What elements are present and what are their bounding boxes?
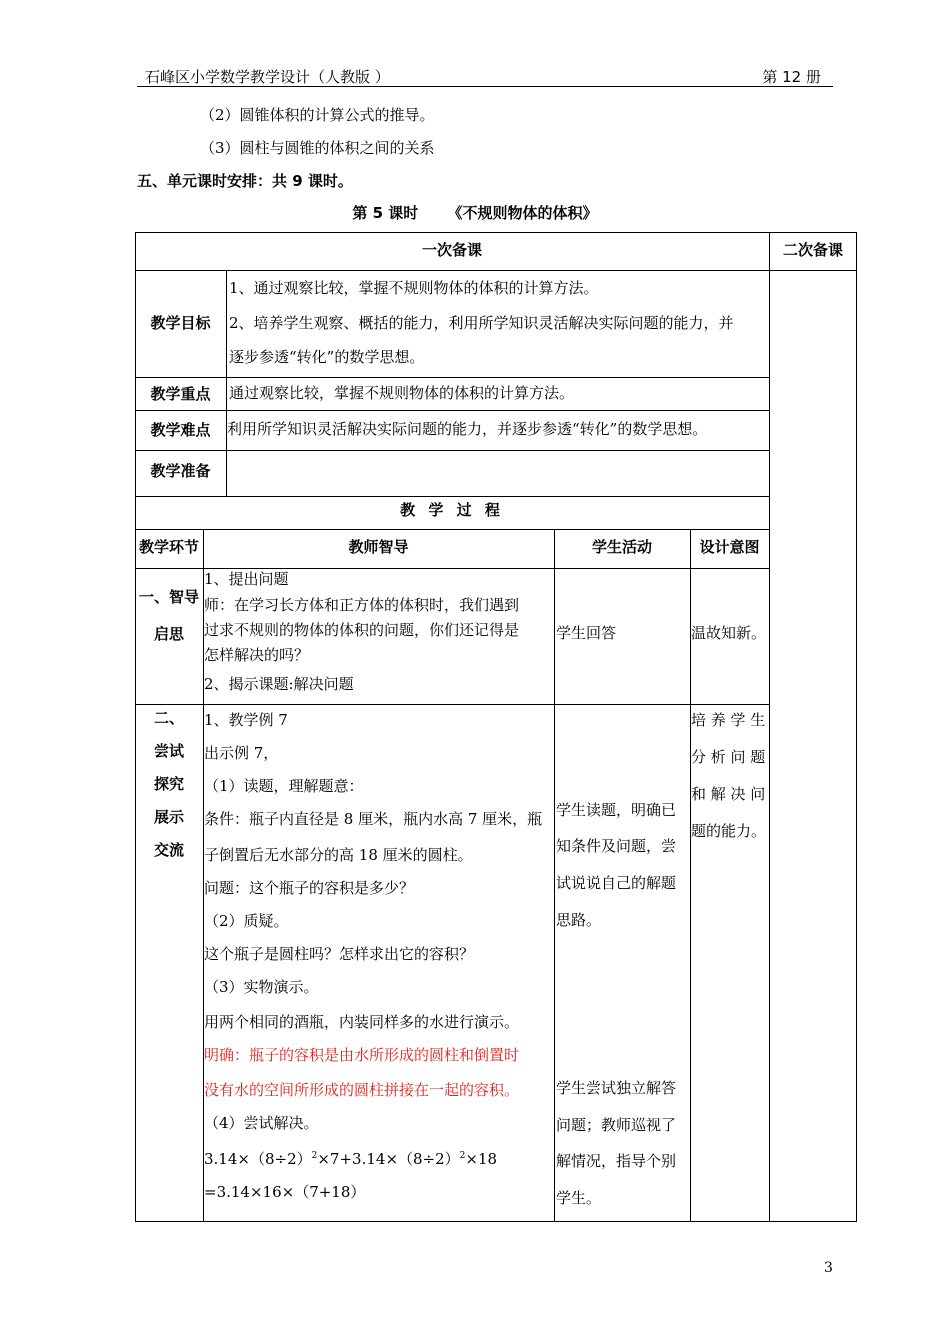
stage2-intent-3: 和 解 决 问 [691, 785, 766, 803]
goals-1: 1、通过观察比较，掌握不规则物体的体积的计算方法。 [229, 279, 599, 297]
goals-2a: 2、培养学生观察、概括的能力，利用所学知识灵活解决实际问题的能力，并 [229, 314, 734, 332]
col-teacher: 教师智导 [348, 538, 409, 556]
stage2-label-1: 二、 [153, 709, 184, 727]
stage2-student-6: 问题；教师巡视了 [556, 1116, 677, 1134]
second-prep-header: 二次备课 [782, 241, 843, 259]
stage2-label-3: 探究 [153, 775, 184, 793]
first-prep-header: 一次备课 [421, 241, 482, 259]
stage2-clarify-1: 明确：瓶子的容积是由水所形成的圆柱和倒置时 [204, 1046, 520, 1064]
stage2-intent-2: 分 析 问 题 [691, 748, 766, 766]
stage1-line-2: 师：在学习长方体和正方体的体积时，我们遇到 [204, 596, 520, 614]
stage1-line-5: 2、揭示课题:解决问题 [204, 675, 354, 693]
formula-part-c: ×18 [465, 1150, 498, 1168]
intro-line-1: （2）圆锥体积的计算公式的推导。 [200, 106, 435, 124]
stage2-formula-1 [204, 1148, 497, 1169]
col-stage: 教学环节 [138, 538, 199, 556]
col-intent: 设计意图 [699, 538, 760, 556]
stage2-line-7: （2）质疑。 [204, 912, 289, 930]
stage2-intent-1: 培 养 学 生 [691, 711, 766, 729]
difficulty-label: 教学难点 [150, 421, 211, 439]
stage2-intent-4: 题的能力。 [691, 822, 767, 840]
stage2-line-3: （1）读题，理解题意： [204, 777, 364, 795]
lesson-number: 第 5 课时 [352, 204, 419, 222]
stage2-student-7: 解情况，指导个别 [556, 1152, 677, 1170]
difficulty-text: 利用所学知识灵活解决实际问题的能力，并逐步参透“转化”的数学思想。 [227, 420, 708, 438]
key-point-text: 通过观察比较，掌握不规则物体的体积的计算方法。 [229, 384, 575, 402]
formula-sup-2: 2 [459, 1151, 466, 1161]
stage2-student-5: 学生尝试独立解答 [556, 1079, 677, 1097]
stage2-line-10: 用两个相同的酒瓶，内装同样多的水进行演示。 [204, 1013, 520, 1031]
header-volume: 第 12 册 [762, 68, 821, 86]
page-number: 3 [824, 1260, 833, 1276]
stage2-clarify-2: 没有水的空间所形成的圆柱拼接在一起的容积。 [204, 1081, 520, 1099]
prep-label: 教学准备 [150, 462, 211, 480]
stage2-student-1: 学生读题，明确已 [556, 801, 677, 819]
formula-part-a: 3.14×（8÷2） [204, 1150, 312, 1168]
stage2-line-5: 子倒置后无水部分的高 18 厘米的圆柱。 [204, 846, 473, 864]
goals-label: 教学目标 [150, 314, 211, 332]
key-point-label: 教学重点 [150, 385, 211, 403]
process-title: 教 学 过 程 [400, 501, 504, 519]
stage2-line-6: 问题：这个瓶子的容积是多少？ [204, 879, 415, 897]
stage1-student: 学生回答 [556, 624, 617, 642]
goals-2b: 逐步参透“转化”的数学思想。 [229, 348, 425, 366]
stage1-line-4: 怎样解决的吗？ [204, 646, 310, 664]
stage2-student-2: 知条件及问题，尝 [556, 837, 677, 855]
stage2-line-9: （3）实物演示。 [204, 978, 319, 996]
stage2-line-13: （4）尝试解决。 [204, 1114, 319, 1132]
stage2-student-3: 试说说自己的解题 [556, 874, 677, 892]
stage2-label-4: 展示 [153, 808, 184, 826]
header-title: 石峰区小学数学教学设计（人教版 ） [145, 68, 390, 86]
stage2-label-2: 尝试 [153, 742, 184, 760]
stage2-line-4: 条件：瓶子内直径是 8 厘米，瓶内水高 7 厘米，瓶 [204, 810, 543, 828]
stage2-line-2: 出示例 7， [204, 744, 279, 762]
stage1-line-1: 1、提出问题 [204, 570, 289, 588]
stage1-label-a: 一、智导 [138, 588, 199, 606]
stage2-line-8: 这个瓶子是圆柱吗？怎样求出它的容积？ [204, 945, 475, 963]
lesson-name: 《不规则物体的体积》 [447, 204, 598, 222]
stage2-student-8: 学生。 [556, 1189, 602, 1207]
stage1-label-b: 启思 [153, 625, 184, 643]
stage2-formula-2: =3.14×16×（7+18） [204, 1183, 366, 1201]
stage2-label-5: 交流 [153, 841, 184, 859]
stage1-intent: 温故知新。 [691, 624, 767, 642]
section-heading: 五、单元课时安排：共 9 课时。 [137, 172, 353, 190]
running-header [137, 64, 833, 87]
stage1-line-3: 过求不规则的物体的体积的问题，你们还记得是 [204, 621, 520, 639]
intro-line-2: （3）圆柱与圆锥的体积之间的关系 [200, 139, 435, 157]
stage2-line-1: 1、教学例 7 [204, 711, 288, 729]
lesson-plan-table [135, 232, 857, 1222]
formula-sup-1: 2 [311, 1151, 318, 1161]
col-student: 学生活动 [591, 538, 652, 556]
lesson-title [0, 202, 950, 223]
formula-part-b: ×7+3.14×（8÷2） [317, 1150, 460, 1168]
stage2-student-4: 思路。 [556, 911, 602, 929]
